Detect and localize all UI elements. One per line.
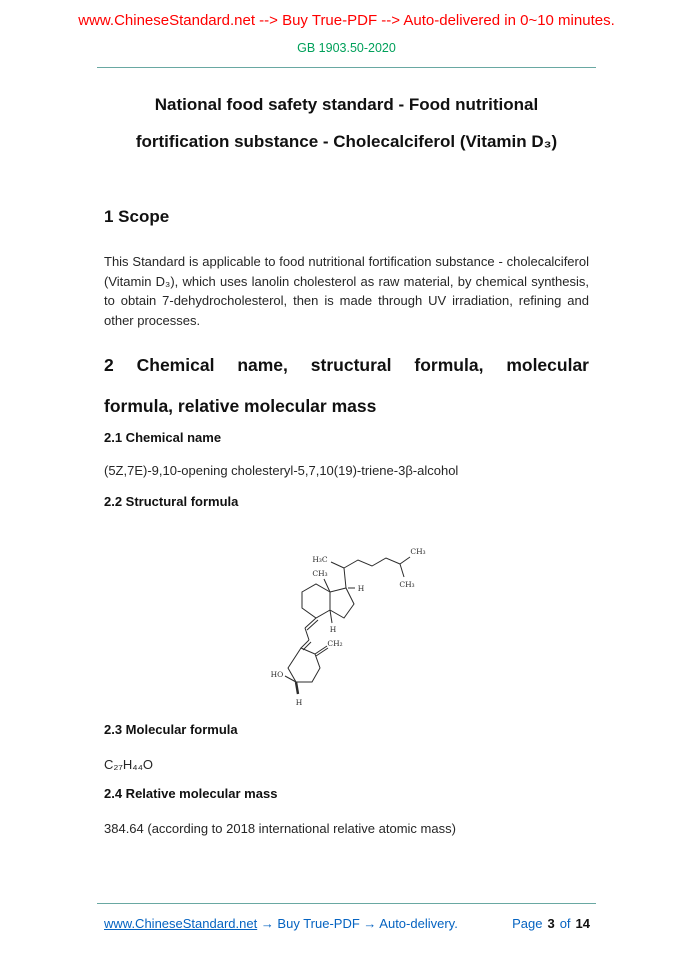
- relative-mass-heading: 2.4 Relative molecular mass: [104, 786, 278, 801]
- page-number: 3: [547, 916, 555, 931]
- structure-label-h-c3: H: [295, 698, 303, 707]
- chemical-name-heading: 2.1 Chemical name: [104, 430, 222, 445]
- footer-site-link[interactable]: www.ChineseStandard.net: [104, 916, 258, 931]
- of-label: of: [559, 916, 571, 931]
- footer-tagline: → Buy True-PDF → Auto-delivery.: [257, 916, 458, 931]
- structure-label-ch2: CH₂: [327, 639, 343, 648]
- chemical-name-value: (5Z,7E)-9,10-opening cholesteryl-5,7,10(19)-triene-3β-alcohol: [104, 463, 459, 478]
- scope-heading: 1 Scope: [104, 207, 170, 226]
- footer: [104, 916, 590, 931]
- header-divider: [97, 67, 596, 68]
- footer-left: [104, 916, 458, 931]
- page-label: Page: [512, 916, 543, 931]
- structural-formula-figure: [268, 536, 440, 712]
- structure-label-ch3-c18: CH₃: [312, 569, 328, 578]
- section2-heading-line2: formula, relative molecular mass: [104, 396, 377, 416]
- footer-divider: [97, 903, 596, 904]
- relative-mass-value: 384.64 (according to 2018 international relative atomic mass): [104, 821, 456, 836]
- total-pages: 14: [575, 916, 590, 931]
- structure-label-ho: HO: [270, 670, 284, 679]
- section2-heading: [104, 345, 589, 427]
- molecular-formula-heading: 2.3 Molecular formula: [104, 722, 238, 737]
- structural-formula-heading: 2.2 Structural formula: [104, 494, 239, 509]
- standard-code: GB 1903.50-2020: [297, 41, 396, 55]
- document-title-line2: fortification substance - Cholecalciferol (Vitamin D₃): [135, 132, 558, 151]
- document-title: [104, 86, 589, 160]
- header-promo-text: www.ChineseStandard.net --> Buy True-PDF --> Auto-delivered in 0~10 minutes.: [78, 12, 615, 29]
- page-indicator: [512, 916, 590, 931]
- structure-label-h-c17: H: [357, 584, 365, 593]
- document-title-line1: National food safety standard - Food nutritional: [154, 95, 539, 114]
- cholecalciferol-structure-svg: [268, 536, 438, 710]
- structure-label-h-c14: H: [329, 625, 337, 634]
- bond-lines: [285, 557, 410, 694]
- molecular-formula-value: C₂₇H₄₄O: [104, 757, 154, 772]
- structure-label-ch3-c26: CH₃: [410, 547, 426, 556]
- scope-paragraph: This Standard is applicable to food nutritional fortification substance - cholecalciferol (Vitamin D₃), which uses lanolin cholesterol as raw material, by chemical synthesis, to obtain 7-dehydrocholesterol, then is made through UV irradiation, refining and other processes.: [104, 254, 589, 328]
- structure-label-h3c: H₃C: [312, 555, 328, 564]
- section2-heading-line1: 2 Chemical name, structural formula, molecular: [104, 355, 589, 375]
- structure-label-ch3-c27: CH₃: [399, 580, 415, 589]
